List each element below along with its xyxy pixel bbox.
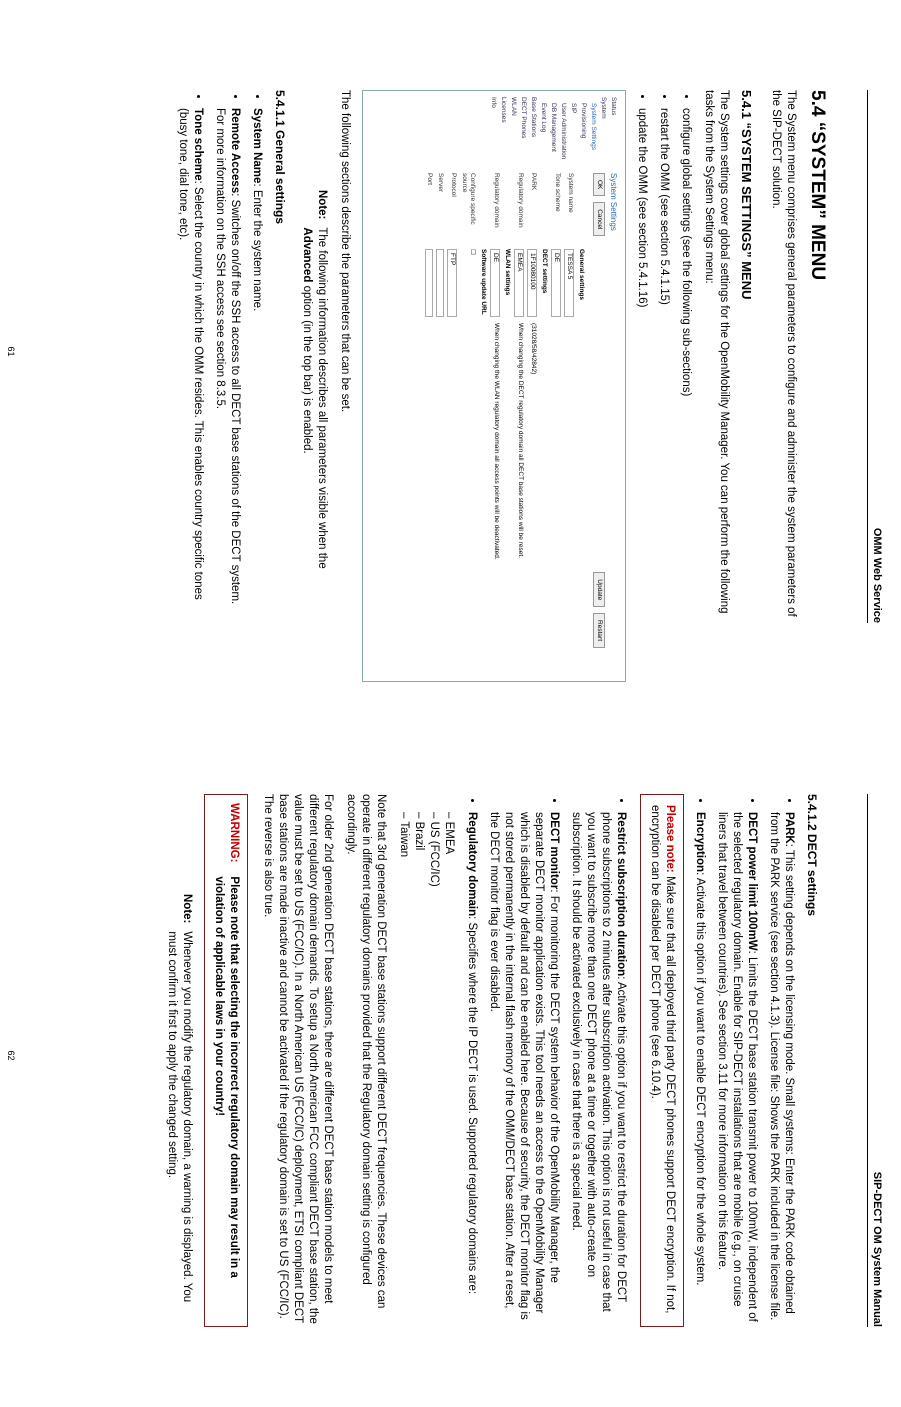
note-body	[299, 227, 329, 623]
task-item: • update the OMM (see section 5.4.1.16)	[634, 108, 649, 623]
heading-5-4: 5.4 “SYSTEM” MENU	[807, 90, 828, 281]
dect-list-1	[692, 812, 796, 1327]
dect-item	[568, 812, 628, 1327]
nav-system-settings[interactable]: System Settings	[590, 103, 597, 150]
nav-system[interactable]: System	[600, 97, 607, 119]
field-row	[425, 173, 433, 675]
domain-item: – Taiwan	[396, 812, 411, 1327]
item-term: System Name	[251, 108, 263, 184]
general-list	[175, 108, 264, 623]
general-settings-title: General settings	[578, 249, 585, 300]
task-list	[634, 108, 693, 623]
software-update-title: Software update URL	[480, 249, 487, 315]
page-62	[0, 704, 901, 1407]
item-text: : Switches on/off the SSH access to all DECT base stations of the DECT system. For more information on the SSH access see section 8.3.5.	[214, 108, 241, 605]
field-row	[540, 173, 548, 675]
nav-event-log[interactable]: Event Log	[540, 103, 547, 133]
nav-user-administration[interactable]: User Administration	[560, 103, 567, 160]
note-bold: Advanced	[301, 227, 313, 283]
dect-info-text: When changing the DECT regulatory domain all DECT base stations will be reset.	[517, 323, 524, 558]
task-item: • restart the OMM (see section 5.4.1.15)	[656, 108, 671, 623]
dect-item	[486, 812, 561, 1327]
system-settings-text: The System settings cover global settings for the OpenMobility Manager. You can perform the following tasks from the System Settings menu:	[703, 90, 730, 614]
item-term: Encryption	[694, 812, 706, 873]
item-term: Tone scheme	[192, 108, 204, 181]
dect-item	[692, 812, 707, 1327]
task-item: • configure global settings (see the following sub-sections)	[678, 108, 693, 623]
note-label: Note:	[181, 894, 193, 924]
item-text: : Activate this option if you want to restrict the duration for DECT phone subscriptions to 2 minutes after subscription activation. This option is not useful in case that you want to subscribe more than one DECT phone at a time or together with auto-create on subscription. It should be activated exclusively in case that there is a special need.	[570, 812, 627, 1312]
please-note-box	[640, 794, 684, 1327]
config-specific-label: Configure specific source	[461, 173, 476, 225]
nav-licenses[interactable]: Licenses	[500, 97, 507, 123]
protocol-select[interactable]: FTP	[447, 249, 457, 317]
nav-info[interactable]: Info	[490, 97, 497, 108]
warning-box	[204, 794, 248, 1327]
nav-wlan[interactable]: WLAN	[510, 97, 517, 116]
third-gen-text: Note that 3rd generation DECT base stations support different DECT frequencies. These devices can operate in different regulatory domains provided that the Regulatory domain setting is configured accordingly.	[345, 794, 387, 1309]
after-screenshot-text: The following sections describe the parameters that can be set.	[339, 90, 351, 413]
field-row	[460, 173, 476, 675]
page-content	[167, 90, 831, 641]
second-gen-text: For older 2nd generation DECT base stations, there are different DECT base station models to meet different regulatory domain demands. To setup a North American FCC compliant DECT base station, the value must be set to US (FCC/IC). In a North American US (FCC/IC) deployment, ETSI compliant DECT base stations are made inactive and cannot be activated if the regulatory domain is set to US (FCC/IC). The reverse is also true.	[262, 794, 334, 1324]
wlan-regdomain-select[interactable]: DE	[490, 249, 500, 317]
item-term: DECT power limit 100mW	[746, 812, 758, 951]
warning-text: Please note that selecting the incorrect regulatory domain may result in a violation of applicable laws in your country!	[213, 876, 240, 1278]
page-header: SIP-DECT OM System Manual	[867, 794, 883, 1327]
screenshot-fields	[422, 173, 585, 675]
system-name-label: System name	[567, 173, 574, 213]
field-row	[436, 173, 444, 675]
config-specific-checkbox[interactable]: ☐	[469, 249, 476, 255]
intro-text: The System menu comprises general parameters to configure and administer the system parameters of the SIP-DECT solution.	[770, 90, 797, 617]
heading-5-4-1: 5.4.1 “SYSTEM SETTINGS” MENU	[739, 90, 754, 300]
item-text: : Limits the DECT base station transmit power to 100mW, independent of the selected regulatory domain. Enable for SIP-DECT installations that are mobile (e.g., on cruise liners that travel between countries). See section 3.11 for more information on this feature.	[716, 812, 758, 1322]
restart-button[interactable]: Restart	[593, 613, 605, 648]
park-label: PARK	[530, 173, 537, 191]
page-content	[154, 794, 831, 1327]
field-row	[479, 173, 487, 675]
field-row	[490, 173, 500, 675]
general-item	[212, 108, 242, 623]
nav-dect-phones[interactable]: DECT Phones	[520, 97, 527, 139]
nav-sip[interactable]: SIP	[570, 103, 577, 114]
server-input[interactable]	[436, 249, 444, 317]
field-row	[503, 173, 511, 675]
item-text: : This setting depends on the licensing mode. Small systems: Enter the PARK code obtained from the PARK service (see section 4.1.3). License file: Shows the PARK included in the license file.	[768, 812, 795, 1321]
note-text-b: option (in the top bar) is enabled.	[301, 285, 313, 454]
field-row	[577, 173, 585, 675]
item-term: DECT monitor	[548, 812, 560, 890]
field-row	[527, 173, 537, 675]
system-settings-screenshot	[362, 90, 626, 682]
dect-item	[714, 812, 759, 1327]
screenshot-panel	[593, 173, 617, 675]
heading-5-4-1-1: 5.4.1.1 General settings	[273, 90, 287, 225]
dect-list-2	[464, 812, 628, 1327]
nav-db-management[interactable]: DB Management	[550, 103, 557, 152]
item-term: PARK	[783, 812, 795, 844]
heading-5-4-1-2: 5.4.1.2 DECT settings	[805, 794, 819, 917]
page-number: 61	[6, 346, 16, 357]
wlan-info-text: When changing the WLAN regulatory domain all access points will be deactivated.	[493, 323, 500, 560]
field-row	[447, 173, 457, 675]
nav-status[interactable]: Status	[610, 97, 617, 116]
item-term: Restrict subscription duration	[615, 812, 627, 977]
item-text: : Specifies where the IP DECT is used. Supported regulatory domains are:	[466, 916, 478, 1295]
dect-item	[464, 812, 479, 1327]
domain-list	[396, 812, 456, 1327]
screenshot-nav	[487, 97, 617, 167]
wlan-regdomain-label: Regulatory domain	[493, 173, 500, 228]
item-text: : Activate this option if you want to enable DECT encryption for the whole system.	[694, 872, 706, 1286]
item-text: : Select the country in which the OMM resides. This enables country specific tones (busy tone, dial tone, etc).	[177, 108, 204, 600]
nav-base-stations[interactable]: Base Stations	[530, 97, 537, 138]
item-term: Regulatory domain	[466, 812, 478, 917]
nav-provisioning[interactable]: Provisioning	[580, 103, 587, 139]
item-text: : Enter the system name.	[251, 183, 263, 312]
warning-label: WARNING:	[228, 803, 240, 863]
domain-item: – Brazil	[411, 812, 426, 1327]
tone-scheme-select[interactable]: DE	[551, 249, 561, 317]
item-text: : For monitoring the DECT system behavior of the OpenMobility Manager, the separate DECT monitor application exists. This tool needs an access to the OpenMobility Manager which is disabled by default and can be enabled here. Because of security, the DECT monitor flag is not stored permanently in the internal flash memory of the OMM/DECT base station. After a reset, the DECT monitor flag is ever disabled.	[488, 812, 560, 1320]
please-note-label: Please note:	[664, 805, 676, 873]
cancel-button[interactable]: Cancel	[593, 202, 605, 236]
dect-item	[766, 812, 796, 1327]
note-text-a: The following information describes all parameters visible when the	[316, 227, 328, 569]
domain-item: – US (FCC/IC)	[426, 812, 441, 1327]
park-input[interactable]: 1F10080100	[527, 249, 537, 317]
advanced-note	[299, 190, 329, 623]
regdomain-note	[164, 894, 194, 1327]
update-button[interactable]: Update	[593, 572, 605, 607]
page-header: OMM Web Service	[867, 90, 883, 623]
protocol-label: Protocol	[450, 173, 457, 197]
page-61	[0, 0, 901, 703]
note-text: Whenever you modify the regulatory domain, a warning is displayed. You must confirm it first to apply the changed setting.	[166, 931, 193, 1303]
general-item	[175, 108, 205, 623]
tone-scheme-label: Tone scheme	[554, 173, 561, 212]
server-label: Server	[437, 173, 444, 193]
note-label: Note:	[316, 190, 328, 220]
field-row	[564, 173, 574, 675]
dect-settings-title: DECT settings	[541, 249, 548, 294]
item-term: Remote Access	[229, 108, 241, 194]
general-item	[249, 108, 264, 623]
domain-item: – EMEA	[441, 812, 456, 1327]
screenshot-title: System Settings	[609, 173, 618, 231]
field-row	[514, 173, 524, 675]
regdomain-select[interactable]: EMEA	[514, 249, 524, 317]
system-name-input[interactable]: TESSA 5	[564, 249, 574, 317]
please-note-text: Make sure that all deployed third party DECT phones support DECT encryption. If not, encryption can be disabled per DECT phone (see 6.10.4).	[649, 805, 676, 1314]
field-row	[551, 173, 561, 675]
port-label: Port	[426, 173, 433, 185]
regdomain-label: Regulatory domain	[517, 173, 524, 228]
page-number: 62	[6, 1050, 16, 1061]
park-extra: (31028/58/42842)	[530, 323, 537, 375]
wlan-settings-title: WLAN settings	[504, 249, 511, 296]
port-input[interactable]	[425, 249, 433, 317]
ok-button[interactable]: OK	[593, 173, 605, 196]
